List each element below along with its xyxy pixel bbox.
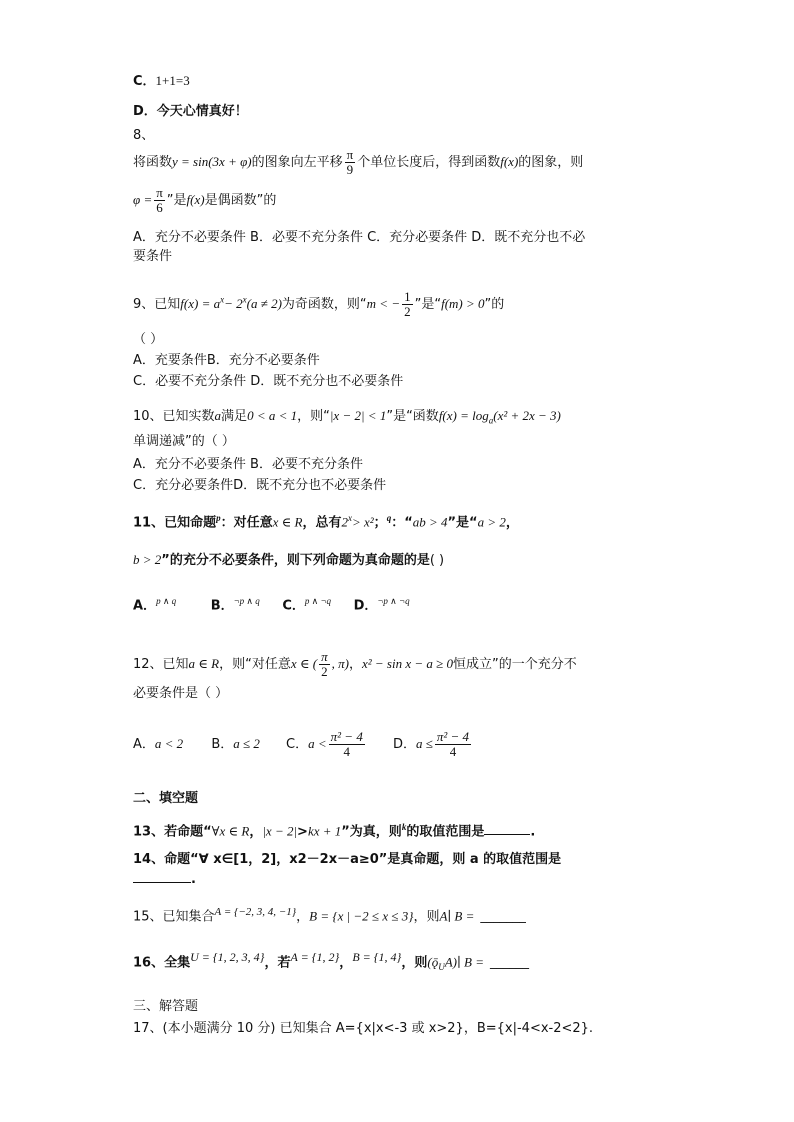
section-fill-in-title: 二、填空题	[133, 791, 199, 806]
q8-options-cont: 要条件	[133, 249, 173, 264]
q8-number: 8、	[133, 128, 155, 143]
q14-stem: 14、命题“∀ x∈[1，2]，x2－2x－a≥0”是真命题，则 a 的取值范围是	[133, 852, 562, 867]
q8-options: A．充分不必要条件 B．必要不充分条件 C．充分必要条件 D．既不充分也不必	[133, 230, 586, 245]
q12-options: A．a < 2 B．a ≤ 2 C．a < $\frac{\text{π² − 4}}{4}$ D．a ≤ $\frac{\text{π² − 4}}{4}$	[133, 729, 470, 759]
q12-stem: 12、已知a ∈ R，则“对任意x ∈ ( $\frac{\pi}{2}$ , π)，x² − sin x − a ≥ 0恒成立”的一个充分不	[133, 649, 577, 679]
q14-answer-blank[interactable]	[133, 882, 191, 883]
q7-option-c: C．1+1=3	[133, 73, 190, 89]
q9-paren: （ ）	[133, 332, 164, 347]
q12-line2: 必要条件是（ ）	[133, 686, 229, 701]
q15-answer-blank[interactable]: _______	[480, 909, 526, 925]
q9-options-ab: A．充要条件B．充分不必要条件	[133, 353, 320, 368]
q10-options-cd: C．充分必要条件D．既不充分也不必要条件	[133, 478, 387, 493]
q11-line2: b > 2”的充分不必要条件，则下列命题为真命题的是( )	[133, 552, 445, 568]
q11-options: A．$^{p \wedge q}$ B．$^{\neg p \wedge q}$ C．$^{p \wedge \neg q}$ D．$^{\neg p \wedge \neg q}$	[133, 596, 410, 614]
q10-stem: 10、已知实数a满足0 < a < 1，则“|x − 2| < 1”是“函数$f(x) = \log_a(x^2 + 2x - 3)$	[133, 408, 561, 426]
q8-line2: φ = $\frac{\pi}{6}$ ”是f(x)是偶函数”的	[133, 185, 277, 215]
q9-options-cd: C．必要不充分条件 D．既不充分也不必要条件	[133, 374, 404, 389]
q16-stem: 16、全集U = {1, 2, 3, 4}，若A = {1, 2}，B = {1, 4}，则$(ǭ_UA)∣$ B = ______	[133, 950, 529, 972]
q15-stem: 15、已知集合$^{A = \{-2, 3, 4, -1\}}$，B = {x | −2 ≤ x ≤ 3}，则A∣ B = _______	[133, 906, 526, 925]
section-solution-title: 三、解答题	[133, 999, 199, 1014]
q10-options-ab: A．充分不必要条件 B．必要不充分条件	[133, 457, 363, 472]
q8-line1: 将函数y = sin(3x + φ)的图象向左平移 $\frac{\pi}{9}$ 个单位长度后，得到函数f(x)的图象，则	[133, 147, 584, 177]
q13-answer-blank[interactable]	[484, 834, 530, 835]
q13-stem: 13、若命题“∀x ∈ R，|x − 2|>kx + 1”为真，则$^k$的取值范围是 .	[133, 822, 536, 840]
q11-stem: 11、已知命题$^p$：对任意x ∈ R，总有$2^x> x^2$；$^q$：“ab > 4”是“a > 2，	[133, 513, 519, 531]
q16-answer-blank[interactable]: ______	[489, 955, 529, 971]
q10-line2: 单调递减”的（ ）	[133, 434, 235, 449]
q9-stem: 9、已知$f(x) = a^x- 2^x(a \ne 2)$为奇函数，则“m < − $\frac{1}{2}$ ”是“f(m) > 0”的	[133, 289, 505, 319]
q7-option-d: D．今天心情真好！	[133, 104, 248, 119]
q17-stem: 17、(本小题满分 10 分) 已知集合 A={x|x<-3 或 x>2}，B={x|-4<x-2<2}.	[133, 1021, 594, 1036]
q14-line2: .	[133, 871, 196, 889]
